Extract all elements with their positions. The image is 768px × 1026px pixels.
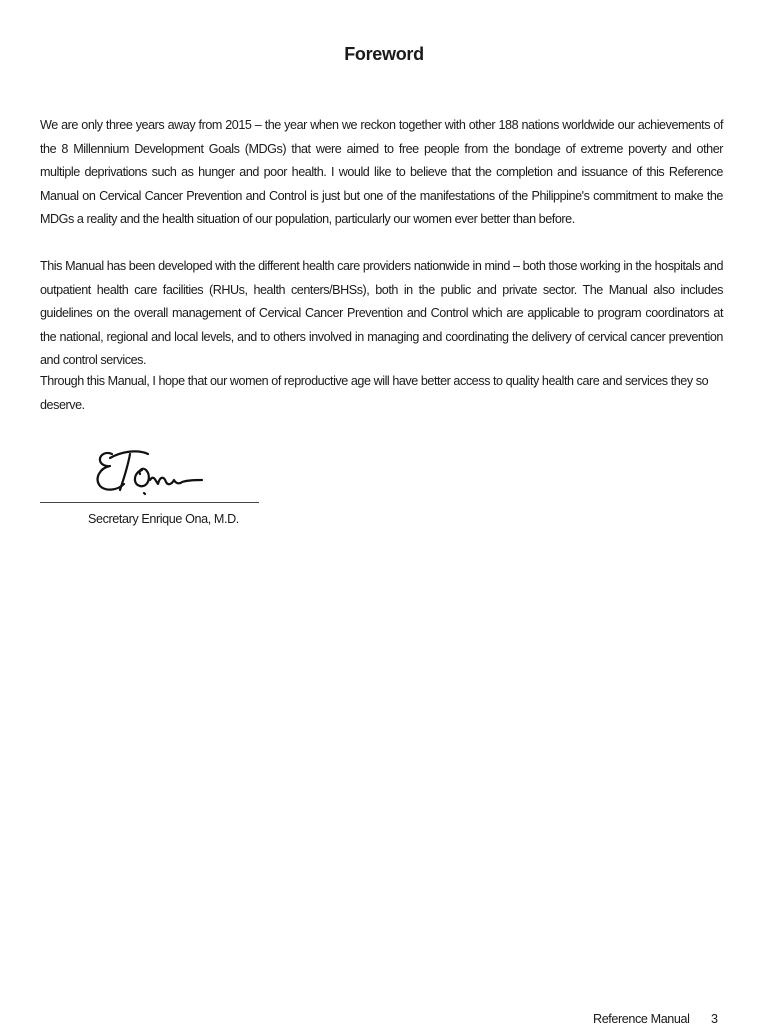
page-title: Foreword [344,44,424,64]
paragraph-1: We are only three years away from 2015 – the year when we reckon together with other 188 nations worldwide our achievements of the 8 Millennium Development Goals (MDGs) that were aimed to free people from the bondage of extreme poverty and other multiple deprivations such as hunger and poor health. I would like to believe that the completion and issuance of this Reference Manual on Cervical Cancer Prevention and Control is just but one of the manifestations of the Philippine's commitment to make the MDGs a reality and the health situation of our population, particularly our women ever better than before. [40,118,723,226]
signatory-name: Secretary Enrique Ona, M.D. [88,512,239,526]
paragraph-3: Through this Manual, I hope that our women of reproductive age will have better access to quality health care and services they so deserve. [40,374,709,412]
handwritten-signature [90,440,220,500]
page-number: 3 [711,1012,719,1026]
footer-label: Reference Manual [593,1012,690,1026]
signature-line [40,502,259,503]
paragraph-2: This Manual has been developed with the different health care providers nationwide in mind – both those working in the hospitals and outpatient health care facilities (RHUs, health centers/BHSs), both in the public and private sector. The Manual also includes guidelines on the overall management of Cervical Cancer Prevention and Control which are applicable to program coordinators at the national, regional and local levels, and to others involved in managing and coordinating the delivery of cervical cancer prevention and control services. [40,259,723,367]
signature-drawing [90,440,220,500]
